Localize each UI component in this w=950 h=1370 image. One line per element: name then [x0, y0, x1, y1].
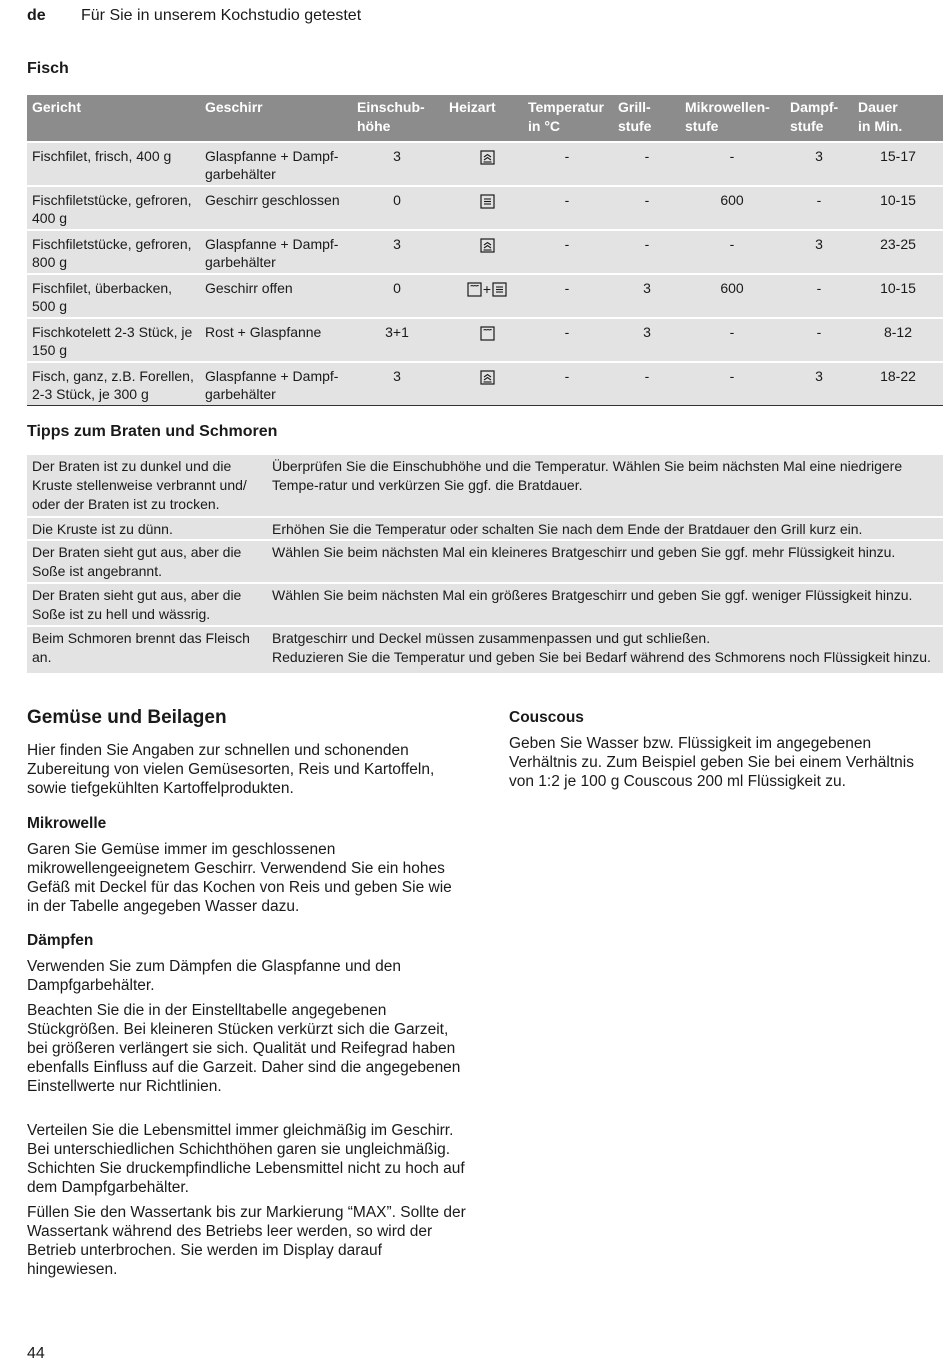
mikrowelle-title: Mikrowelle [27, 815, 107, 832]
cell-dauer: 8-12 [883, 324, 913, 340]
cell-gericht: Fischkotelett 2-3 Stück, je 150 g [32, 324, 193, 358]
cell-mw: - [729, 236, 735, 252]
cell-einschub: 3+1 [385, 324, 409, 340]
daempfen-title: Dämpfen [27, 932, 94, 949]
tipps-solution: Wählen Sie beim nächsten Mal ein größeres Bratgeschirr und geben Sie ggf. weniger Flüssigkeit hinzu. [272, 587, 913, 603]
table-row [27, 231, 943, 273]
tipps-problem: Der Braten sieht gut aus, aber die Soße ist zu hell und wässrig. [32, 587, 242, 622]
cell-dampf: 3 [815, 368, 823, 384]
cell-dampf: - [816, 324, 822, 340]
tipps-table [27, 455, 943, 675]
cell-temp: - [564, 192, 570, 208]
cell-temp: - [564, 236, 570, 252]
microwave-icon [447, 191, 527, 209]
col-dampfstufe: Dampf- stufe [790, 99, 839, 134]
tipps-section-title: Tipps zum Braten und Schmoren [27, 423, 278, 440]
tipps-row [27, 584, 943, 625]
cell-temp: - [564, 368, 570, 384]
cell-dauer: 23-25 [880, 236, 916, 252]
col-gericht: Gericht [32, 99, 82, 115]
tipps-solution: Bratgeschirr und Deckel müssen zusammenpassen und gut schließen. Reduzieren Sie die Temperatur und geben Sie bei Bedarf während des Schmorens noch Flüssigkeit hinzu. [272, 630, 931, 665]
cell-mw: 600 [720, 280, 744, 296]
cell-einschub: 0 [393, 280, 401, 296]
couscous-text: Geben Sie Wasser bzw. Flüssigkeit im angegebenen Verhältnis zu. Zum Beispiel geben Sie bei einem Verhältnis von 1:2 je 100 g Couscous 200 ml Flüssigkeit zu. [509, 735, 914, 790]
cell-einschub: 3 [393, 236, 401, 252]
table-row [27, 363, 943, 406]
cell-mw: - [729, 368, 735, 384]
tipps-row [27, 627, 943, 673]
cell-gericht: Fischfilet, frisch, 400 g [32, 148, 172, 164]
cell-einschub: 3 [393, 368, 401, 384]
cell-gericht: Fisch, ganz, z.B. Forellen, 2-3 Stück, je 300 g [32, 368, 194, 402]
cell-dampf: - [816, 280, 822, 296]
col-einschub: Einschub- höhe [357, 99, 425, 134]
cell-einschub: 3 [393, 148, 401, 164]
cell-dampf: 3 [815, 148, 823, 164]
steam-icon [447, 147, 527, 165]
tipps-solution: Wählen Sie beim nächsten Mal ein kleineres Bratgeschirr und geben Sie ggf. mehr Flüssigkeit hinzu. [272, 544, 896, 560]
steam-icon [447, 235, 527, 253]
tipps-problem: Beim Schmoren brennt das Fleisch an. [32, 630, 250, 665]
fisch-table-header [27, 95, 943, 141]
cell-mw: - [729, 324, 735, 340]
gemuese-intro: Hier finden Sie Angaben zur schnellen und schonenden Zubereitung von vielen Gemüsesorten, Reis und Kartoffeln, sowie tiefgekühlten Kartoffelprodukten. [27, 742, 435, 797]
col-heizart: Heizart [449, 99, 496, 115]
tipps-row [27, 541, 943, 582]
tipps-row [27, 518, 943, 539]
cell-geschirr: Glaspfanne + Dampf- garbehälter [205, 368, 339, 402]
cell-dampf: - [816, 192, 822, 208]
daempfen-paragraph-2: Beachten Sie die in der Einstelltabelle angegebenen Stückgrößen. Bei kleineren Stücken verkürzt sich die Garzeit, bei größeren verlängert sie sich. Qualität und Reifegrad haben ebenfalls Einfluss auf die Garzeit. Daher sind die angegebenen Einstellwerte nur Richtlinien. [27, 1002, 461, 1095]
cell-grill: - [644, 368, 650, 384]
grill-icon [447, 323, 527, 341]
cell-temp: - [564, 280, 570, 296]
daempfen-paragraph-4: Füllen Sie den Wassertank bis zur Markierung “MAX”. Sollte der Wassertank während des Betriebs leer werden, so wird der Betrieb unterbrochen. Sie werden im Display darauf hingewiesen. [27, 1204, 466, 1278]
col-temperatur: Temperatur in °C [528, 99, 604, 134]
cell-dauer: 18-22 [880, 368, 916, 384]
running-header-title: Für Sie in unserem Kochstudio getestet [81, 7, 362, 24]
table-row [27, 143, 943, 185]
daempfen-paragraph-1: Verwenden Sie zum Dämpfen die Glaspfanne und den Dampfgarbehälter. [27, 958, 401, 994]
cell-dauer: 10-15 [880, 192, 916, 208]
cell-geschirr: Glaspfanne + Dampf- garbehälter [205, 148, 339, 182]
table-row [27, 319, 943, 361]
cell-temp: - [564, 148, 570, 164]
cell-geschirr: Geschirr offen [205, 280, 293, 296]
col-dauer: Dauer in Min. [858, 99, 903, 134]
cell-dampf: 3 [815, 236, 823, 252]
col-geschirr: Geschirr [205, 99, 263, 115]
tipps-problem: Der Braten ist zu dunkel und die Kruste stellenweise verbrannt und/ oder der Braten ist zu trocken. [32, 458, 247, 512]
cell-dauer: 15-17 [880, 148, 916, 164]
mikrowelle-text: Garen Sie Gemüse immer im geschlossenen mikrowellengeeignetem Geschirr. Verwendend Sie ein hohes Gefäß mit Deckel für das Kochen von Reis und geben Sie wie in der Tabelle angegeben Wasser dazu. [27, 841, 452, 915]
cell-gericht: Fischfiletstücke, gefroren, 400 g [32, 192, 192, 226]
steam-icon [447, 367, 527, 385]
cell-geschirr: Glaspfanne + Dampf- garbehälter [205, 236, 339, 270]
cell-mw: - [729, 148, 735, 164]
cell-dauer: 10-15 [880, 280, 916, 296]
fisch-section-title: Fisch [27, 60, 69, 77]
cell-einschub: 0 [393, 192, 401, 208]
col-grillstufe: Grill- stufe [618, 99, 652, 134]
col-mikrowellenstufe: Mikrowellen- stufe [685, 99, 770, 134]
tipps-solution: Überprüfen Sie die Einschubhöhe und die Temperatur. Wählen Sie beim nächsten Mal eine niedrigere Tempe-ratur und verkürzen Sie ggf. die Bratdauer. [272, 458, 903, 493]
tipps-row [27, 455, 943, 516]
gemuese-section-title: Gemüse und Beilagen [27, 707, 227, 728]
cell-grill: 3 [643, 280, 651, 296]
daempfen-paragraph-3: Verteilen Sie die Lebensmittel immer gleichmäßig im Geschirr. Bei unterschiedlichen Schichthöhen garen sie ungleichmäßig. Schichten Sie druckempfindliche Lebensmittel nicht zu hoch auf dem Dampfgarbehälter. [27, 1122, 465, 1196]
cell-grill: - [644, 148, 650, 164]
grill-plus-microwave-icon: + [447, 279, 527, 298]
fisch-table [27, 95, 943, 406]
language-code: de [27, 7, 46, 24]
tipps-problem: Die Kruste ist zu dünn. [32, 521, 173, 537]
cell-gericht: Fischfiletstücke, gefroren, 800 g [32, 236, 192, 270]
cell-gericht: Fischfilet, überbacken, 500 g [32, 280, 173, 314]
cell-geschirr: Geschirr geschlossen [205, 192, 340, 208]
cell-grill: - [644, 192, 650, 208]
tipps-solution: Erhöhen Sie die Temperatur oder schalten Sie nach dem Ende der Bratdauer den Grill kurz ein. [272, 521, 863, 537]
page-number: 44 [27, 1345, 45, 1362]
tipps-problem: Der Braten sieht gut aus, aber die Soße ist angebrannt. [32, 544, 242, 579]
cell-temp: - [564, 324, 570, 340]
couscous-title: Couscous [509, 709, 584, 726]
cell-mw: 600 [720, 192, 744, 208]
cell-grill: 3 [643, 324, 651, 340]
table-row [27, 187, 943, 229]
cell-geschirr: Rost + Glaspfanne [205, 324, 322, 340]
cell-grill: - [644, 236, 650, 252]
table-row [27, 275, 943, 317]
